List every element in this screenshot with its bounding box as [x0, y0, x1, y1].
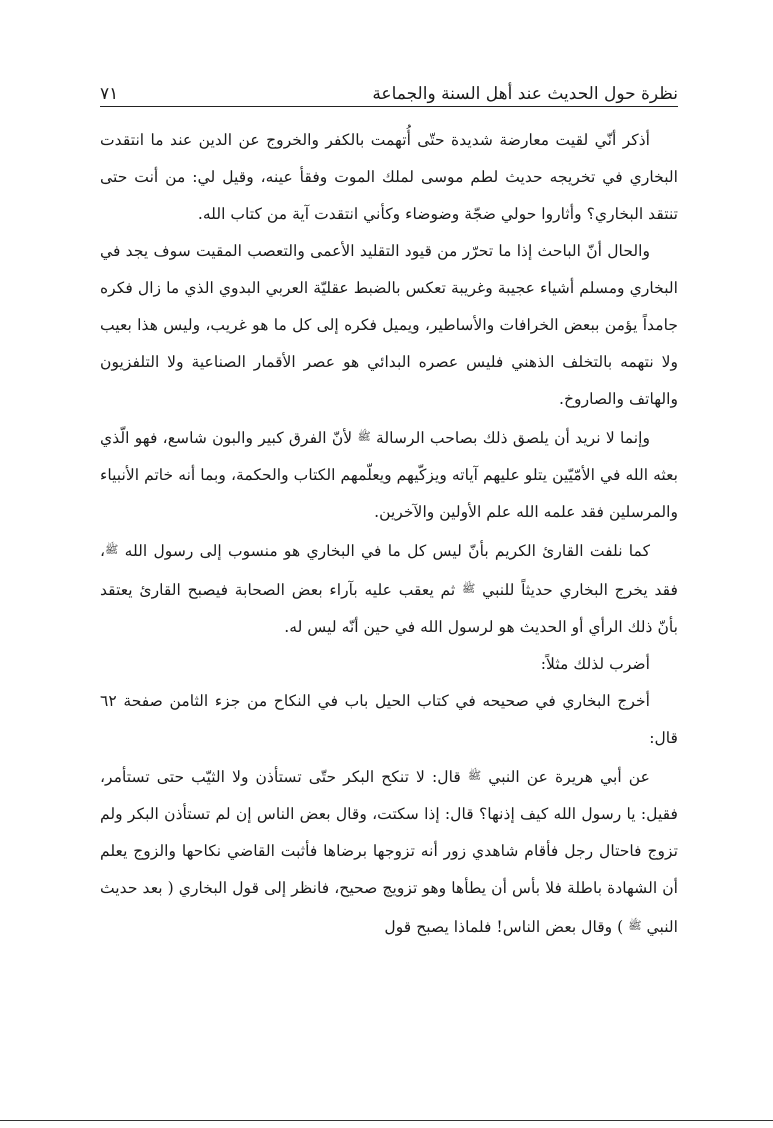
paragraph-4	[100, 531, 678, 646]
salawat-glyph: ﷺ	[628, 919, 642, 932]
paragraph-1: أذكر أنّي لقيت معارضة شديدة حتّى أُتهمت بالكفر والخروج عن الدين عند ما انتقدت البخاري في تخريجه حديث لطم موسى لملك الموت وفقأ عينه، وقيل لي: من أنت حتى تنتقد البخاري؟ وأثاروا حولي ضجّة وضوضاء وكأني انتقدت آية من كتاب الله.	[100, 131, 678, 223]
paragraph-3-part-1: وإنما لا نريد أن يلصق ذلك بصاحب الرسالة	[376, 429, 650, 447]
paragraph-3-part-2: لأنّ الفرق كبير والبون شاسع، فهو الّذي بعثه الله في الأمّيّين يتلو عليهم آياته ويزكّيهم ويعلّمهم الكتاب والحكمة، وبما أنه خاتم الأنبياء والمرسلين فقد علمه الله علم الأولين والآخرين.	[100, 429, 678, 521]
salawat-glyph: ﷺ	[462, 582, 476, 595]
running-title: نظرة حول الحديث عند أهل السنة والجماعة	[372, 84, 678, 104]
paragraph-6: أخرج البخاري في صحيحه في كتاب الحيل باب في النكاح من جزء الثامن صفحة ٦٢ قال:	[100, 692, 678, 747]
paragraph-7-part-2: قال: لا تنكح البكر حتّى تستأذن ولا الثيّب حتى تستأمر، فقيل: يا رسول الله كيف إذنها؟ قال: إذا سكتت، وقال بعض الناس إن لم تستأذن البكر ولم تزوج فاحتال رجل فأقام شاهدي زور أنه تزوجها برضاها فأثبت القاضي نكاحها والزوج يعلم أن الشهادة باطلة فلا بأس أن يطأها وهو تزويج صحيح، فانظر إلى قول البخاري ( بعد حديث النبي	[100, 768, 678, 936]
paragraph-3	[100, 418, 678, 531]
paragraph-7	[100, 757, 678, 946]
footer-rule	[0, 1120, 773, 1121]
body-text	[100, 122, 678, 946]
paragraph-4-part-1: كما نلفت القارئ الكريم بأنّ ليس كل ما في البخاري هو منسوب إلى رسول الله	[124, 542, 650, 560]
header-rule	[100, 106, 678, 107]
salawat-glyph: ﷺ	[467, 769, 482, 782]
paragraph-2: والحال أنّ الباحث إذا ما تحرّر من قيود التقليد الأعمى والتعصب المقيت سوف يجد في البخاري ومسلم أشياء عجيبة وغريبة تعكس بالضبط عقليّة العربي البدوي الذي ما زال فكره جامداً يؤمن ببعض الخرافات والأساطير، ويميل فكره إلى كل ما هو غريب، وليس هذا بعيب ولا نتهمه بالتخلف الذهني فليس عصره البدائي هو عصر الأقمار الصناعية ولا التلفزيون والهاتف والصاروخ.	[100, 242, 678, 408]
paragraph-7-part-1: عن أبي هريرة عن النبي	[488, 768, 650, 786]
paragraph-7-part-3: ) وقال بعض الناس! فلماذا يصبح قول	[384, 918, 624, 936]
paragraph-5: أضرب لذلك مثلاً:	[540, 655, 650, 673]
salawat-glyph: ﷺ	[105, 543, 119, 556]
salawat-glyph: ﷺ	[357, 430, 371, 443]
page-header	[100, 70, 678, 104]
page-number: ٧١	[100, 84, 119, 104]
paragraph-4-part-3: ثم يعقب عليه بآراء بعض الصحابة فيصبح القارئ يعتقد بأنّ ذلك الرأي أو الحديث هو لرسول الله في حين أنّه ليس له.	[100, 581, 678, 636]
paragraph-4-part-2: ، فقد يخرج البخاري حديثاً للنبي	[100, 542, 679, 599]
